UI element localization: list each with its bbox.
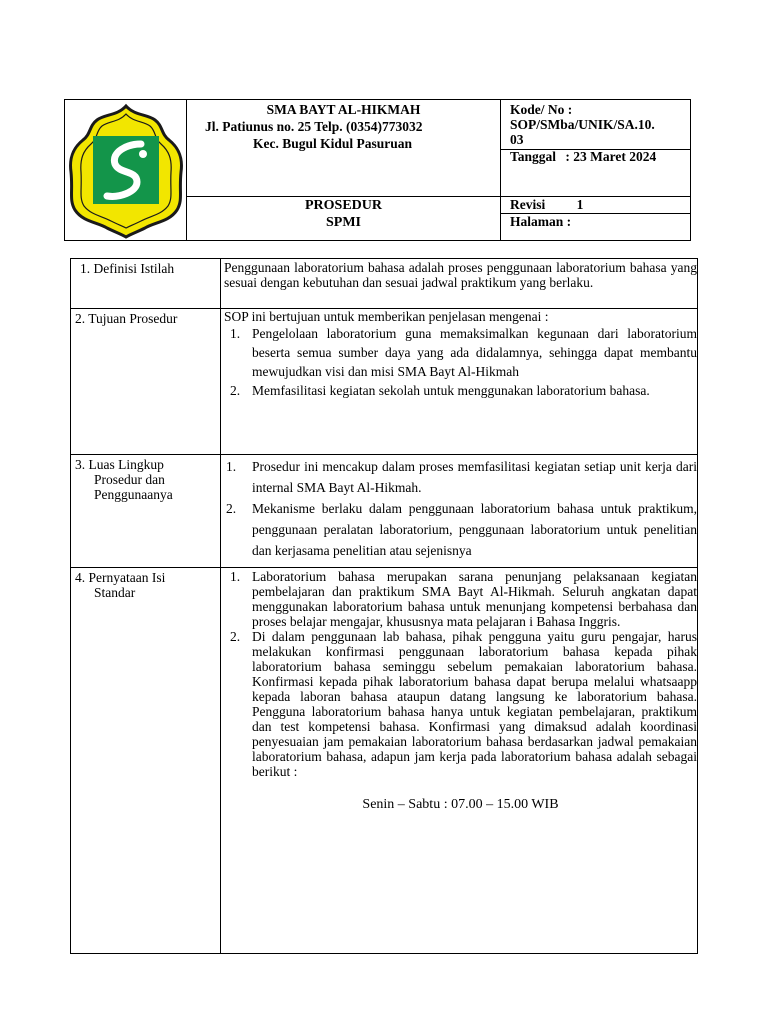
item-text: Di dalam penggunaan lab bahasa, pihak pengguna yaitu guru pengajar, harus melakukan konfirmasi penggunaan laboratorium bahasa kepada pihak laboratorium bahasa seminggu sebelum pemakaian laboratorium bahasa. Konfirmasi kepada pihak laboratorium bahasa dapat berupa melalui whatsaapp kepada laboran bahasa ataupun datang langsung ke laboratorium bahasa. Pengguna laboratorium bahasa hanya untuk kegiatan pembelajaran, praktikum dan test kompetensi bahasa. Konfirmasi yang dimaksud adalah koordinasi penyesuaian jam pemakaian laboratorium bahasa berdasarkan jadwal pemakaian laboratorium bahasa, adapun jam kerja pada laboratorium bahasa adalah sebagai berikut :	[252, 629, 697, 779]
document-type: PROSEDUR	[304, 198, 382, 213]
document-code	[510, 102, 690, 147]
pernyataan-label-line2: Standar	[94, 585, 136, 600]
luas-label-line2: Prosedur dan	[94, 472, 165, 487]
luas-list	[224, 456, 697, 561]
luas-text	[224, 456, 697, 561]
item-number: 1.	[230, 569, 241, 584]
item-text: Prosedur ini mencakup dalam proses memfasilitasi kegiatan setiap unit kerja dari internal SMA Bayt Al-Hikmah.	[252, 459, 697, 495]
list-item	[224, 381, 697, 400]
document-header	[64, 99, 691, 241]
tujuan-intro: SOP ini bertujuan untuk memberikan penjelasan mengenai :	[224, 309, 549, 324]
tujuan-text	[224, 309, 697, 400]
document-date	[510, 149, 690, 164]
document-title-block	[187, 197, 500, 231]
school-identity	[187, 100, 500, 152]
luas-label-line3: Penggunaanya	[94, 487, 173, 502]
list-item	[224, 569, 697, 629]
sop-content-table	[70, 258, 698, 954]
pernyataan-text	[224, 569, 697, 813]
tujuan-label: 2. Tujuan Prosedur	[75, 311, 178, 326]
revision-label: Revisi	[510, 197, 546, 212]
item-text: Memfasilitasi kegiatan sekolah untuk menggunakan laboratorium bahasa.	[252, 383, 650, 398]
item-text: Mekanisme berlaku dalam penggunaan laboratorium bahasa untuk praktikum, penggunaan peralatan laboratorium, penggunaan laboratorium untuk penelitian dan kerjasama penelitian atau sejenisnya	[252, 501, 697, 558]
pernyataan-label	[75, 570, 165, 600]
item-text: Pengelolaan laboratorium guna memaksimalkan kegunaan dari laboratorium beserta semua sumber daya yang ada didalamnya, sehingga dapat membantu mewujudkan visi dan misi SMA Bayt Al-Hikmah	[252, 326, 697, 379]
item-number: 2.	[226, 501, 237, 516]
date-value: : 23 Maret 2024	[565, 149, 657, 164]
school-name: SMA BAYT AL-HIKMAH	[266, 102, 421, 117]
code-label: Kode/ No :	[510, 102, 573, 117]
document-page	[510, 214, 690, 229]
pernyataan-list	[224, 569, 697, 779]
item-number: 1.	[230, 326, 241, 341]
luas-label	[75, 457, 173, 502]
definisi-paragraph: Penggunaan laboratorium bahasa adalah proses penggunaan laboratorium bahasa yang sesuai dengan kebutuhan dan sesuai jadwal praktikum yang berlaku.	[224, 260, 697, 290]
list-item	[224, 629, 697, 779]
school-address: Jl. Patiunus no. 25 Telp. (0354)773032	[205, 119, 423, 134]
item-number: 1.	[226, 459, 237, 474]
lab-schedule: Senin – Sabtu : 07.00 – 15.00 WIB	[362, 797, 559, 812]
definisi-text	[224, 260, 697, 290]
pernyataan-label-line1: 4. Pernyataan Isi	[75, 570, 166, 585]
item-text: Laboratorium bahasa merupakan sarana penunjang pelaksanaan kegiatan pembelajaran dan praktikum SMA Bayt Al-Hikmah. Seluruh angkatan dapat menggunakan laboratorium bahasa untuk menunjang kompetensi berbahasa dan proses belajar mengajar, khususnya mata pelajaran i Bahasa Inggris.	[252, 569, 697, 629]
revision-value: 1	[576, 197, 584, 212]
item-number: 2.	[230, 629, 241, 644]
definisi-label: 1. Definisi Istilah	[80, 261, 175, 276]
code-value-line2: 03	[510, 132, 524, 147]
list-item	[224, 324, 697, 381]
tujuan-list	[224, 324, 697, 400]
item-number: 2.	[230, 383, 241, 398]
school-district: Kec. Bugul Kidul Pasuruan	[253, 136, 413, 151]
luas-label-line1: 3. Luas Lingkup	[75, 457, 164, 472]
list-item	[224, 456, 697, 498]
date-label: Tanggal	[510, 149, 557, 164]
code-value-line1: SOP/SMba/UNIK/SA.10.	[510, 117, 655, 132]
document-revision	[510, 197, 690, 212]
page-label: Halaman :	[510, 214, 572, 229]
school-logo	[65, 100, 187, 240]
document-title: SPMI	[326, 215, 361, 230]
list-item	[224, 498, 697, 561]
